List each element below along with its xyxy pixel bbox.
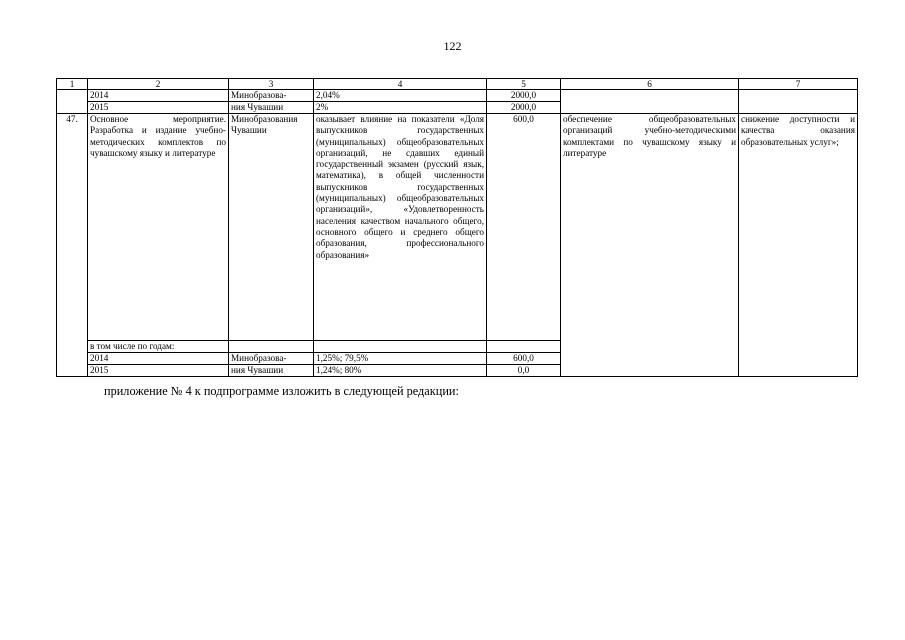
num-cell xyxy=(57,90,88,114)
executor-cell: ния Чувашии xyxy=(229,102,314,114)
year-cell: 2015 xyxy=(88,102,229,114)
amount-cell xyxy=(487,341,561,353)
header-cell: 2 xyxy=(88,79,229,90)
indicator-cell: 2% xyxy=(314,102,487,114)
year-cell: 2014 xyxy=(88,353,229,365)
result-cell xyxy=(561,90,739,114)
year-cell: 2015 xyxy=(88,365,229,377)
amount-cell: 0,0 xyxy=(487,365,561,377)
header-cell: 5 xyxy=(487,79,561,90)
header-row xyxy=(57,79,858,90)
amount-cell: 600,0 xyxy=(487,114,561,341)
amount-cell: 2000,0 xyxy=(487,102,561,114)
executor-cell: Минобразова- xyxy=(229,353,314,365)
executor-cell xyxy=(229,341,314,353)
header-cell: 1 xyxy=(57,79,88,90)
table-row xyxy=(57,90,858,102)
program-table xyxy=(56,78,858,377)
consequence-cell: снижение доступности и качества оказания образовательных услуг»; xyxy=(739,114,858,377)
header-cell: 4 xyxy=(314,79,487,90)
header-cell: 3 xyxy=(229,79,314,90)
influence-cell: оказывает влияние на показатели «Доля выпускников государственных (муниципальных) общеобразовательных организаций, не сдавших единый государственный экзамен (русский язык, математика), в общей численности выпускников государственных (муниципальных) общеобразовательных организаций», «Удовлетворенность населения качеством начального общего, основного общего и среднего общего образования, профессионального образования» xyxy=(314,114,487,341)
indicator-cell: 2,04% xyxy=(314,90,487,102)
name-cell: Основное мероприятие. Разработка и издание учебно-методических комплектов по чувашскому языку и литературе xyxy=(88,114,229,341)
indicator-cell xyxy=(314,341,487,353)
header-cell: 7 xyxy=(739,79,858,90)
indicator-cell: 1,24%; 80% xyxy=(314,365,487,377)
result-cell: обеспечение общеобразовательных организаций учебно-методическими комплектами по чувашскому языку и литературе xyxy=(561,114,739,377)
executor-cell: ния Чувашии xyxy=(229,365,314,377)
instruction-text: приложение № 4 к подпрограмме изложить в следующей редакции: xyxy=(104,384,459,398)
table-row-main xyxy=(57,114,858,341)
header-cell: 6 xyxy=(561,79,739,90)
page-number: 122 xyxy=(443,39,462,53)
year-cell: 2014 xyxy=(88,90,229,102)
consequence-cell xyxy=(739,90,858,114)
indicator-cell: 1,25%; 79,5% xyxy=(314,353,487,365)
amount-cell: 2000,0 xyxy=(487,90,561,102)
executor-cell: Минобразования Чувашии xyxy=(229,114,314,341)
by-years-label: в том числе по годам: xyxy=(88,341,229,353)
amount-cell: 600,0 xyxy=(487,353,561,365)
executor-cell: Минобразова- xyxy=(229,90,314,102)
num-cell: 47. xyxy=(57,114,88,377)
